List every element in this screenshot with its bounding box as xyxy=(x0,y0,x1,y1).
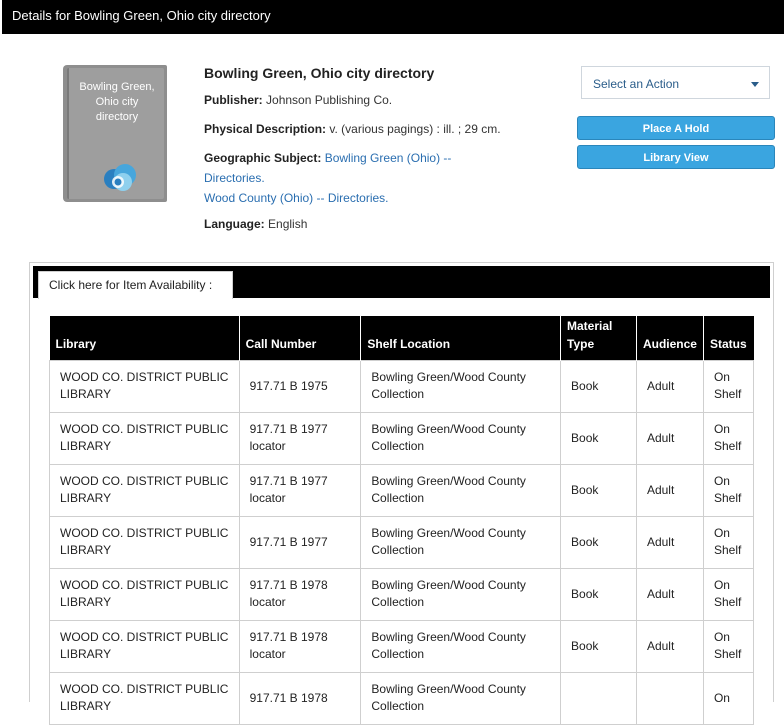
material-type-cell: Book xyxy=(561,412,637,464)
call-number-cell: 917.71 B 1977 xyxy=(239,516,361,568)
call-number-cell: 917.71 B 1977 locator xyxy=(239,412,361,464)
action-select[interactable] xyxy=(581,66,770,99)
library-cell: WOOD CO. DISTRICT PUBLIC LIBRARY xyxy=(50,568,240,620)
audience-cell xyxy=(636,672,703,724)
call-number-cell: 917.71 B 1975 xyxy=(239,360,361,412)
column-header-status[interactable]: Status xyxy=(703,316,753,360)
publisher-label: Publisher: xyxy=(204,93,263,107)
shelf-location-cell: Bowling Green/Wood County Collection xyxy=(361,672,561,724)
call-number-cell: 917.71 B 1978 xyxy=(239,672,361,724)
cover-title xyxy=(71,80,163,125)
shelf-location-cell: Bowling Green/Wood County Collection xyxy=(361,360,561,412)
library-view-button[interactable]: Library View xyxy=(577,145,775,169)
status-cell: On Shelf xyxy=(703,516,753,568)
publisher-row xyxy=(204,90,564,110)
column-header-call-number[interactable]: Call Number xyxy=(239,316,361,360)
geo-link-directories[interactable]: Directories. xyxy=(204,171,265,185)
status-cell: On Shelf xyxy=(703,360,753,412)
library-cell: WOOD CO. DISTRICT PUBLIC LIBRARY xyxy=(50,412,240,464)
table-header-row xyxy=(50,316,754,360)
status-cell: On Shelf xyxy=(703,620,753,672)
status-cell: On Shelf xyxy=(703,464,753,516)
status-cell: On Shelf xyxy=(703,412,753,464)
table-row xyxy=(50,620,754,672)
library-cell: WOOD CO. DISTRICT PUBLIC LIBRARY xyxy=(50,620,240,672)
table-row xyxy=(50,568,754,620)
audience-cell: Adult xyxy=(636,360,703,412)
audience-cell: Adult xyxy=(636,568,703,620)
language-label: Language: xyxy=(204,217,265,231)
place-hold-button[interactable]: Place A Hold xyxy=(577,116,775,140)
material-type-cell: Book xyxy=(561,568,637,620)
call-number-cell: 917.71 B 1978 locator xyxy=(239,568,361,620)
table-row xyxy=(50,360,754,412)
audience-cell: Adult xyxy=(636,516,703,568)
availability-table xyxy=(49,316,754,725)
language-value: English xyxy=(268,217,308,231)
cover-title-line: Ohio city xyxy=(95,96,139,108)
cover-title-line: directory xyxy=(95,111,139,123)
shelf-location-cell: Bowling Green/Wood County Collection xyxy=(361,516,561,568)
item-availability-tab[interactable]: Click here for Item Availability : xyxy=(38,271,233,299)
audience-cell: Adult xyxy=(636,620,703,672)
column-header-shelf-location[interactable]: Shelf Location xyxy=(361,316,561,360)
status-cell: On xyxy=(703,672,753,724)
physical-description-row xyxy=(204,119,564,139)
physical-description-label: Physical Description: xyxy=(204,122,327,136)
availability-table-body xyxy=(50,360,754,724)
shelf-location-cell: Bowling Green/Wood County Collection xyxy=(361,464,561,516)
page-title-bar: Details for Bowling Green, Ohio city directory xyxy=(2,0,784,34)
material-type-cell: Book xyxy=(561,516,637,568)
table-row xyxy=(50,516,754,568)
chevron-down-icon xyxy=(751,82,759,87)
cloud-icon xyxy=(101,161,139,193)
status-cell: On Shelf xyxy=(703,568,753,620)
table-row xyxy=(50,464,754,516)
table-row xyxy=(50,672,754,724)
table-row xyxy=(50,412,754,464)
library-cell: WOOD CO. DISTRICT PUBLIC LIBRARY xyxy=(50,672,240,724)
publisher-value: Johnson Publishing Co. xyxy=(266,93,393,107)
physical-description-value: v. (various pagings) : ill. ; 29 cm. xyxy=(329,122,501,136)
call-number-cell: 917.71 B 1978 locator xyxy=(239,620,361,672)
column-header-audience[interactable]: Audience xyxy=(636,316,703,360)
material-type-cell: Book xyxy=(561,360,637,412)
material-type-cell xyxy=(561,672,637,724)
library-cell: WOOD CO. DISTRICT PUBLIC LIBRARY xyxy=(50,360,240,412)
audience-cell: Adult xyxy=(636,412,703,464)
record-details xyxy=(204,65,564,243)
library-cell: WOOD CO. DISTRICT PUBLIC LIBRARY xyxy=(50,464,240,516)
book-cover xyxy=(63,65,167,202)
column-header-material-type[interactable]: Material Type xyxy=(561,316,637,360)
shelf-location-cell: Bowling Green/Wood County Collection xyxy=(361,620,561,672)
geo-link-bowling-green[interactable]: Bowling Green (Ohio) -- xyxy=(324,151,452,165)
cover-title-line: Bowling Green, xyxy=(79,81,155,93)
action-select-label: Select an Action xyxy=(593,77,680,91)
material-type-cell: Book xyxy=(561,620,637,672)
record-title: Bowling Green, Ohio city directory xyxy=(204,65,435,81)
audience-cell: Adult xyxy=(636,464,703,516)
material-type-cell: Book xyxy=(561,464,637,516)
geo-link-wood-county[interactable]: Wood County (Ohio) -- Directories. xyxy=(204,191,389,205)
language-row xyxy=(204,214,564,234)
column-header-library[interactable]: Library xyxy=(50,316,240,360)
shelf-location-cell: Bowling Green/Wood County Collection xyxy=(361,568,561,620)
call-number-cell: 917.71 B 1977 locator xyxy=(239,464,361,516)
geographic-subject-label: Geographic Subject: xyxy=(204,151,322,165)
library-cell: WOOD CO. DISTRICT PUBLIC LIBRARY xyxy=(50,516,240,568)
shelf-location-cell: Bowling Green/Wood County Collection xyxy=(361,412,561,464)
geographic-subject-row xyxy=(204,148,564,208)
